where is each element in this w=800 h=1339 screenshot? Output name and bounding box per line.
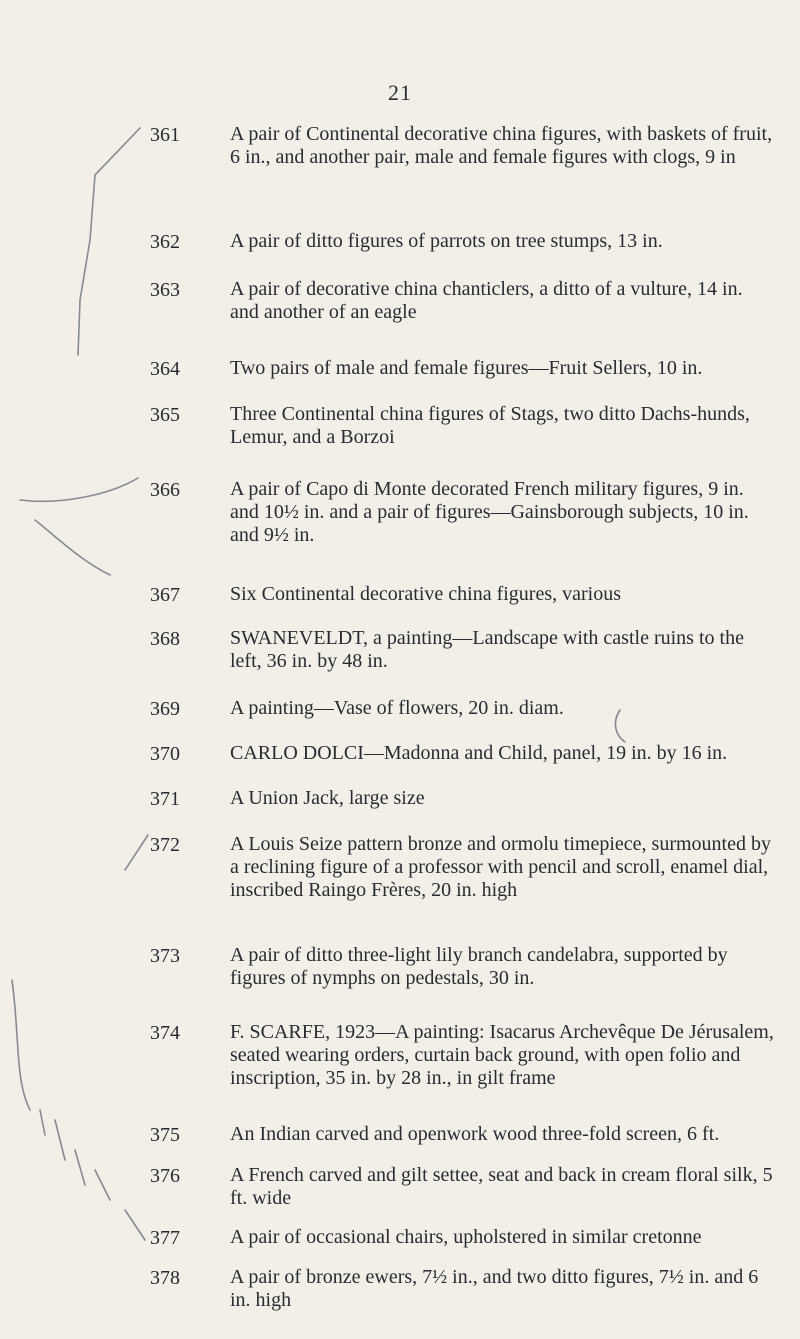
lot-description: An Indian carved and openwork wood three-fold screen, 6 ft. [230, 1123, 720, 1145]
lot-number: 368 [150, 628, 180, 650]
lot-number: 364 [150, 358, 180, 380]
lot-number: 377 [150, 1227, 180, 1249]
lot-number: 366 [150, 479, 180, 501]
lot-description: SWANEVELDT, a painting—Landscape with castle ruins to the left, 36 in. by 48 in. [230, 627, 744, 672]
page-number: 21 [388, 80, 412, 105]
lot-description: A French carved and gilt settee, seat and back in cream floral silk, 5 ft. wide [230, 1164, 773, 1209]
lot-description: A pair of Continental decorative china figures, with baskets of fruit, 6 in., and another pair, male and female figures with clogs, 9 in [230, 123, 773, 168]
lot-description: Three Continental china figures of Stags, two ditto Dachs-hunds, Lemur, and a Borzoi [230, 403, 750, 448]
lot-description: CARLO DOLCI—Madonna and Child, panel, 19 in. by 16 in. [230, 742, 728, 764]
lot-number: 371 [150, 788, 180, 810]
lot-description: F. SCARFE, 1923—A painting: Isacarus Archevêque De Jérusalem, seated wearing orders, curtain back ground, with open folio and inscription, 35 in. by 28 in., in gilt frame [230, 1021, 774, 1089]
lot-description: A pair of decorative china chanticlers, a ditto of a vulture, 14 in. and another of an eagle [230, 278, 743, 323]
lot-description: A Louis Seize pattern bronze and ormolu timepiece, surmounted by a reclining figure of a professor with pencil and scroll, enamel dial, inscribed Raingo Frères, 20 in. high [230, 833, 771, 901]
lot-number: 365 [150, 404, 180, 426]
lot-description: A pair of occasional chairs, upholstered in similar cretonne [230, 1226, 702, 1248]
lot-number: 373 [150, 945, 180, 967]
lot-description: A pair of ditto figures of parrots on tree stumps, 13 in. [230, 230, 663, 252]
lot-number: 372 [150, 834, 180, 856]
lot-number: 362 [150, 231, 180, 253]
lot-number: 361 [150, 124, 180, 146]
lot-description: Two pairs of male and female figures—Fruit Sellers, 10 in. [230, 357, 703, 379]
lot-description: A pair of Capo di Monte decorated French military figures, 9 in. and 10½ in. and a pair of figures—Gainsborough subjects, 10 in. and 9½ in. [230, 478, 749, 546]
lot-description: Six Continental decorative china figures, various [230, 583, 622, 605]
lot-description: A pair of bronze ewers, 7½ in., and two ditto figures, 7½ in. and 6 in. high [230, 1266, 759, 1311]
lot-description: A pair of ditto three-light lily branch candelabra, supported by figures of nymphs on pedestals, 30 in. [230, 944, 728, 989]
lot-number: 375 [150, 1124, 180, 1146]
lot-number: 363 [150, 279, 180, 301]
lot-description: A Union Jack, large size [230, 787, 425, 809]
lot-number: 369 [150, 698, 180, 720]
lot-number: 378 [150, 1267, 180, 1289]
lot-number: 374 [150, 1022, 180, 1044]
lot-number: 370 [150, 743, 180, 765]
lot-number: 376 [150, 1165, 180, 1187]
lot-description: A painting—Vase of flowers, 20 in. diam. [230, 697, 564, 719]
lot-number: 367 [150, 584, 180, 606]
